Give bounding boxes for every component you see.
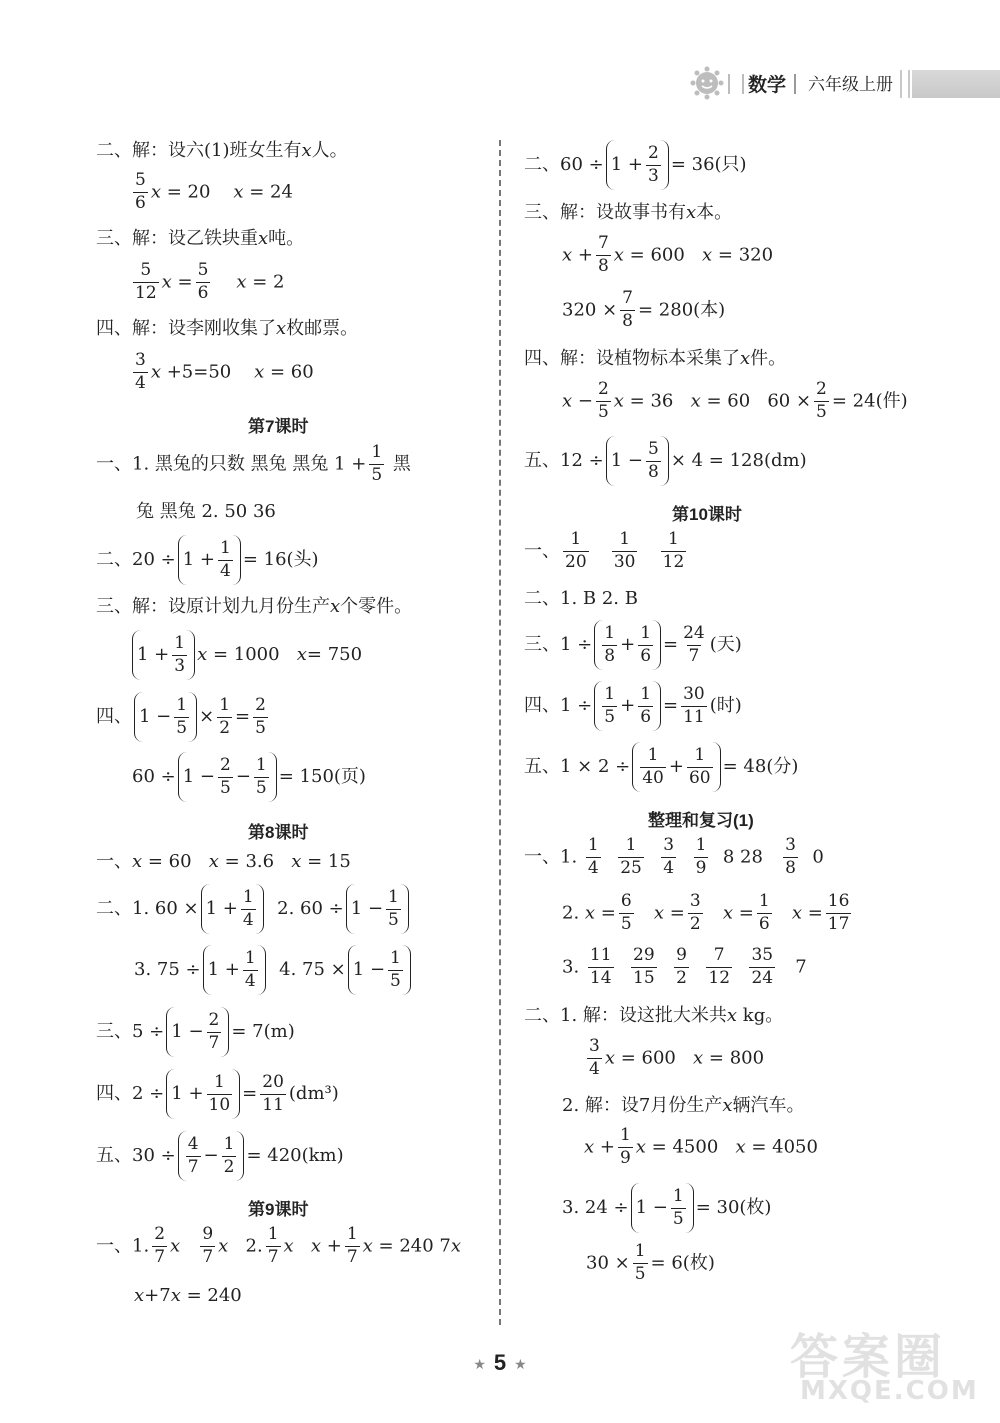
answer-line: x + $\frac{7}{8}$ x = 600 x = 320 <box>562 233 774 276</box>
answer-line: 1 + $\frac{1}{3}$ x = 1000 x= 750 <box>130 630 362 680</box>
section-title: 第7课时 <box>248 417 309 436</box>
answer-line: 320 × $\frac{7}{8}$ = 280(本) <box>562 288 726 331</box>
section-title: 整理和复习(1) <box>648 811 754 830</box>
answer-line: 3. $\frac{11}{14}$ $\frac{29}{15}$ $\frac{9}{2}$ $\frac{7}{12}$ $\frac{35}{24}$ 7 <box>562 945 807 988</box>
answer-line: x + $\frac{1}{9}$ x = 4500 x = 4050 <box>584 1125 818 1168</box>
answer-line: x+7x = 240 <box>134 1285 242 1306</box>
watermark-url: MXQE.COM <box>800 1376 979 1406</box>
answer-line: 二、1. 解：设这批大米共x kg。 <box>524 1005 784 1026</box>
answer-line: 一、1. $\frac{1}{4}$ $\frac{1}{25}$ $\frac{3}{4}$ $\frac{1}{9}$ 8 28 $\frac{3}{8}$ 0 <box>524 835 824 878</box>
header-grade: 六年级上册 <box>808 75 893 94</box>
answer-line: $\frac{5}{6}$ x = 20 x = 24 <box>135 170 293 213</box>
answer-line: $\frac{3}{4}$ x +5=50 x = 60 <box>135 350 314 393</box>
answer-line: 四、1 ÷ 1 5 + $\frac{1}{6}$ = $\frac{30}{11}$ (时) <box>524 681 742 731</box>
answer-line: 五、30 ÷ 4 7 − $\frac{1}{2}$ = 420(km) <box>96 1131 344 1181</box>
answer-line: $\frac{3}{4}$ x = 600 x = 800 <box>589 1036 765 1079</box>
answer-line: 五、1 × 2 ÷ 1 40 + $\frac{1}{60}$ = 48(分) <box>524 742 798 792</box>
page-number: 5 <box>493 1350 507 1375</box>
answer-line: 一、 $\frac{1}{20}$ $\frac{1}{30}$ $\frac{1}{12}$ <box>524 529 685 572</box>
answer-line: 二、1. 60 × 1 + $\frac{1}{4}$ 2. 60 ÷ 1 − $\frac{1}{5}$ <box>96 884 411 934</box>
answer-line: 四、解：设植物标本采集了x件。 <box>524 348 787 369</box>
answer-line: 60 ÷ 1 − $\frac{2}{5}$ − $\frac{1}{5}$ = 150(页) <box>132 752 366 802</box>
answer-line: 三、解：设乙铁块重x吨。 <box>96 228 305 249</box>
answer-line: 3. 24 ÷ 1 − $\frac{1}{5}$ = 30(枚) <box>562 1183 771 1233</box>
answer-line: 一、x = 60 x = 3.6 x = 15 <box>96 851 351 872</box>
answer-line: 2. 解：设7月份生产x辆汽车。 <box>562 1095 805 1116</box>
answer-line: 三、1 ÷ 1 8 + $\frac{1}{6}$ = $\frac{24}{7}$ (天) <box>524 620 742 670</box>
answer-line: 四、 1 − $\frac{1}{5}$ × $\frac{1}{2}$ = $\frac{2}{5}$ <box>96 692 271 742</box>
answer-line: $\frac{5}{12}$ x = $\frac{5}{6}$ x = 2 <box>135 260 285 303</box>
answer-line: 三、解：设故事书有x本。 <box>524 202 733 223</box>
header-separator <box>794 74 796 94</box>
section-title: 第8课时 <box>248 823 309 842</box>
answer-line: 四、解：设李刚收集了x枚邮票。 <box>96 318 359 339</box>
watermark-text: 答案圈 <box>790 1329 947 1385</box>
star-icon: ★ <box>514 1355 527 1372</box>
answer-line: 兔 黑兔 2. 50 36 <box>136 501 276 522</box>
section-title: 第10课时 <box>672 505 742 524</box>
answer-line: x − $\frac{2}{5}$ x = 36 x = 60 60 × $\frac{2}{5}$ = 24(件) <box>562 379 908 422</box>
answer-line: 二、解：设六(1)班女生有x人。 <box>96 140 348 161</box>
sun-mascot-icon <box>690 66 724 100</box>
header-strip <box>912 70 1000 98</box>
answer-line: 五、12 ÷ 1 − $\frac{5}{8}$ × 4 = 128(dm) <box>524 436 807 486</box>
answer-line: 三、解：设原计划九月份生产x个零件。 <box>96 596 413 617</box>
header-subject: 数学 <box>748 75 787 96</box>
answer-line: 二、60 ÷ 1 + $\frac{2}{3}$ = 36(只) <box>524 140 747 190</box>
answer-line: 一、1. $\frac{2}{7}$ x $\frac{9}{7}$ x 2. $\frac{1}{7}$ x x + $\frac{1}{7}$ x = 240 7x <box>96 1224 462 1267</box>
answer-line: 四、2 ÷ 1 + $\frac{1}{10}$ = $\frac{20}{11}$ (dm³) <box>96 1069 339 1119</box>
watermark-logo <box>750 1318 990 1413</box>
page-header <box>680 62 1000 106</box>
column-divider <box>499 140 501 1325</box>
answer-line: 三、5 ÷ 1 − $\frac{2}{7}$ = 7(m) <box>96 1007 295 1057</box>
answer-line: 二、20 ÷ 1 + $\frac{1}{4}$ = 16(头) <box>96 535 319 585</box>
answer-line: 30 × $\frac{1}{5}$ = 6(枚) <box>586 1241 715 1284</box>
answer-line: 一、1. 黑兔的只数 黑兔 黑兔 1 + $\frac{1}{5}$ 黑 <box>96 442 411 485</box>
answer-line: 3. 75 ÷ 1 + $\frac{1}{4}$ 4. 75 × 1 − $\frac{1}{5}$ <box>134 945 413 995</box>
star-icon: ★ <box>473 1355 486 1372</box>
answer-line: 2. x = $\frac{6}{5}$ x = $\frac{3}{2}$ x = $\frac{1}{6}$ x = $\frac{16}{17}$ <box>562 891 850 934</box>
answer-line: 二、1. B 2. B <box>524 588 638 609</box>
header-bars <box>728 74 744 94</box>
section-title: 第9课时 <box>248 1200 309 1219</box>
